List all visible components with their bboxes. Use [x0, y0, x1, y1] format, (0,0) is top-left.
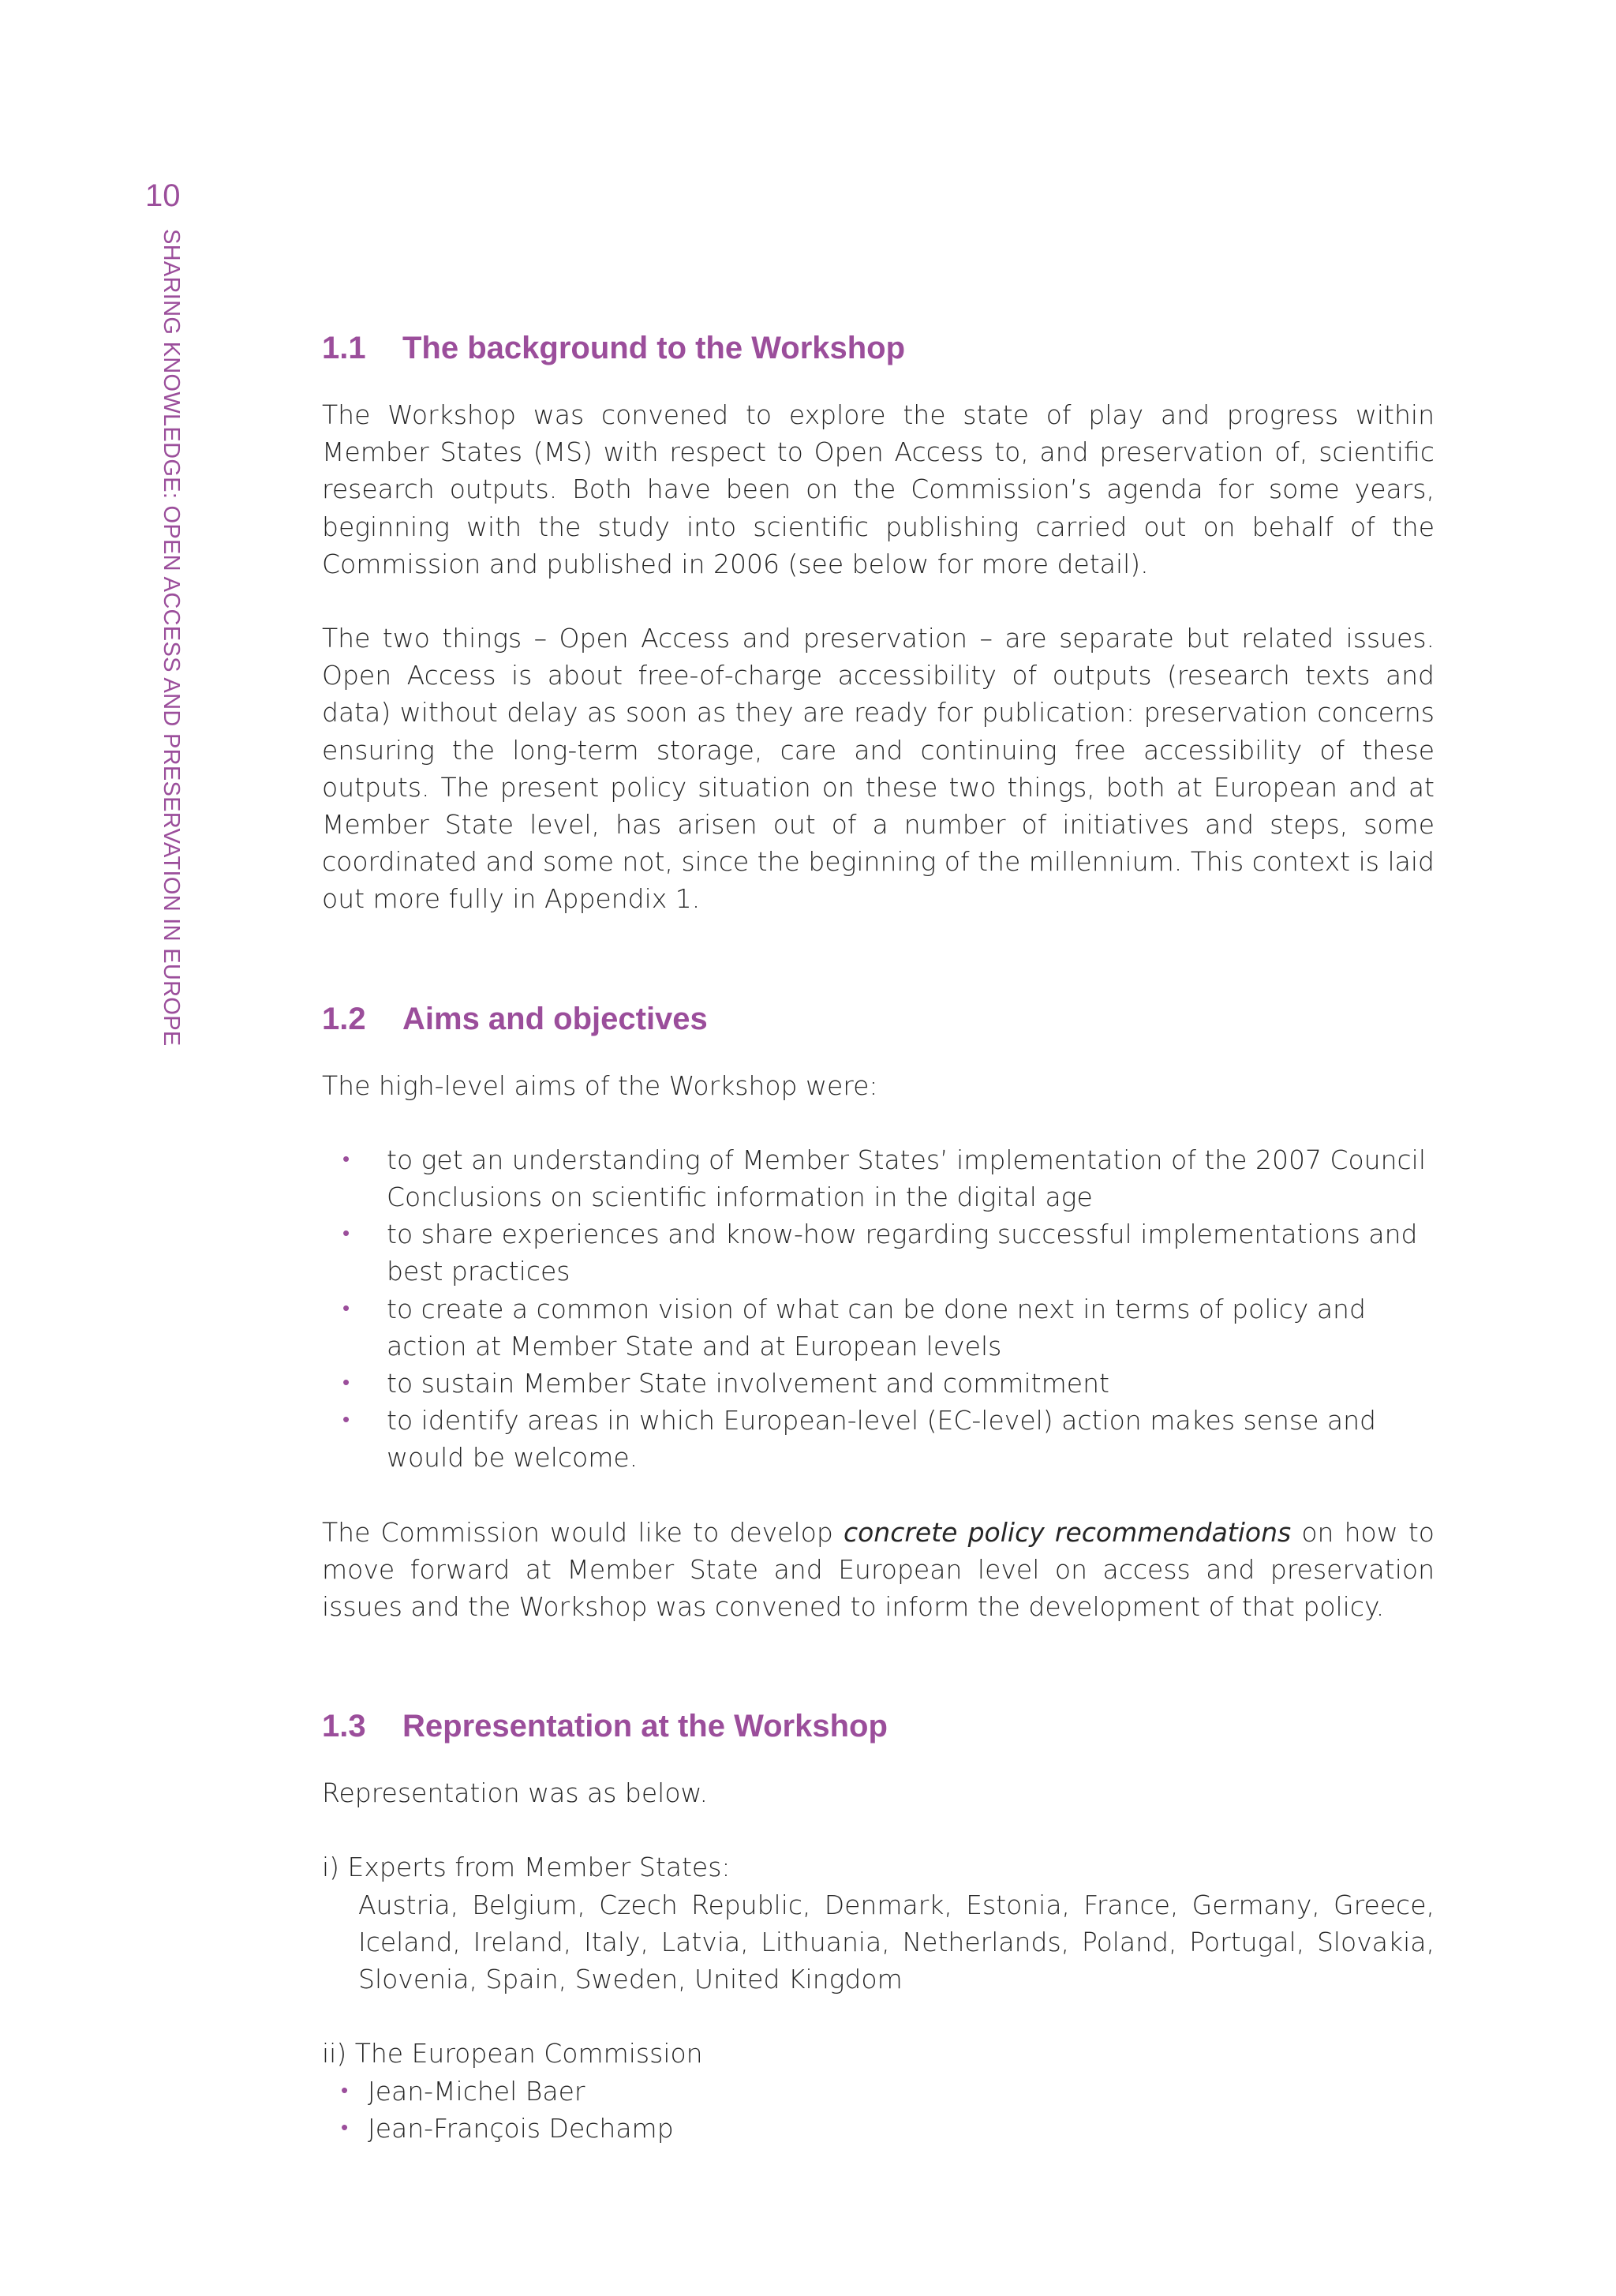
section-title: Aims and objectives [402, 1001, 708, 1036]
aims-intro: The high-level aims of the Workshop were: [322, 1069, 878, 1101]
paragraph-background-2: The two things – Open Access and preservation – are separate but related issues. Open Access is about free-of-charge accessibility of outputs (research texts and data) without delay as soon as they are ready for publication: preservation concerns ensuring the long-term storage, care and continuing free accessibility of these outputs. The present policy situation on these two things, both at European and at Member State level, has arisen out of a number of initiatives and steps, some coordinated and some not, since the beginning of the millennium. This context is laid out more fully in Appendix 1. [322, 623, 1435, 915]
section-heading-1-2 [322, 993, 1435, 1045]
running-title: SHARING KNOWLEDGE: OPEN ACCESS AND PRESERVATION IN EUROPE [159, 229, 184, 1047]
text-run: on how to move forward at Member State and European level on access and preservation issues and the Workshop was convened to inform the development of that policy. [322, 1516, 1435, 1623]
list-item-text: to identify areas in which European-level (EC-level) action makes sense and would be welcome. [387, 1405, 1376, 1474]
paragraph-commission-policy [322, 1514, 1435, 1626]
list-item-text: to sustain Member State involvement and commitment [387, 1368, 1109, 1399]
bullet-icon: • [342, 1296, 350, 1320]
list-item [341, 2110, 1435, 2147]
list-item [342, 1215, 1435, 1290]
list-item-text: to share experiences and know-how regarding successful implementations and best practices [387, 1219, 1418, 1287]
list-item [341, 2073, 1435, 2110]
paragraph-background-1: The Workshop was convened to explore the state of play and progress within Member States (MS) with respect to Open Access to, and preservation of, scientific research outputs. Both have been on the Commission’s agenda for some years, beginning with the study into scientific publishing carried out on behalf of the Commission and published in 2006 (see below for more detail). [322, 399, 1435, 579]
list-item [342, 1290, 1435, 1365]
section-heading-1-1 [322, 322, 1435, 374]
group-commission-label: ii) The European Commission [322, 2038, 703, 2069]
emphasis-text: concrete policy recommendations [843, 1516, 1292, 1548]
section-number: 1.1 [322, 331, 366, 365]
list-item [342, 1402, 1435, 1476]
bullet-icon: • [342, 1222, 350, 1246]
list-item [342, 1365, 1435, 1402]
section-title: The background to the Workshop [402, 331, 906, 365]
bullet-icon: • [341, 2078, 349, 2103]
person-name: Jean-François Dechamp [368, 2112, 674, 2144]
page-number: 10 [145, 178, 181, 213]
main-content [322, 322, 1435, 2147]
list-item-text: to get an understanding of Member States’ implementation of the 2007 Council Conclusions on scientific information in the digital age [387, 1144, 1426, 1213]
commission-people-list [322, 2073, 1435, 2147]
group-experts-countries: Austria, Belgium, Czech Republic, Denmark, Estonia, France, Germany, Greece, Iceland, Ireland, Italy, Latvia, Lithuania, Netherlands, Poland, Portugal, Slovakia, Slovenia, Spain, Sweden, United Kingdom [358, 1889, 1435, 1995]
list-item [342, 1141, 1435, 1215]
group-experts-label: i) Experts from Member States: [322, 1852, 731, 1883]
person-name: Jean-Michel Baer [368, 2075, 585, 2107]
bullet-icon: • [342, 1371, 350, 1395]
section-number: 1.2 [322, 1001, 366, 1036]
section-heading-1-3 [322, 1700, 1435, 1752]
bullet-icon: • [342, 1408, 350, 1433]
bullet-icon: • [342, 1147, 350, 1171]
section-title: Representation at the Workshop [402, 1709, 888, 1744]
text-run: The Commission would like to develop [322, 1516, 844, 1548]
list-item-text: to create a common vision of what can be done next in terms of policy and action at Member State and at European levels [387, 1293, 1366, 1361]
aims-list [322, 1141, 1435, 1477]
representation-intro: Representation was as below. [322, 1777, 708, 1809]
section-number: 1.3 [322, 1709, 366, 1744]
bullet-icon: • [341, 2115, 349, 2140]
